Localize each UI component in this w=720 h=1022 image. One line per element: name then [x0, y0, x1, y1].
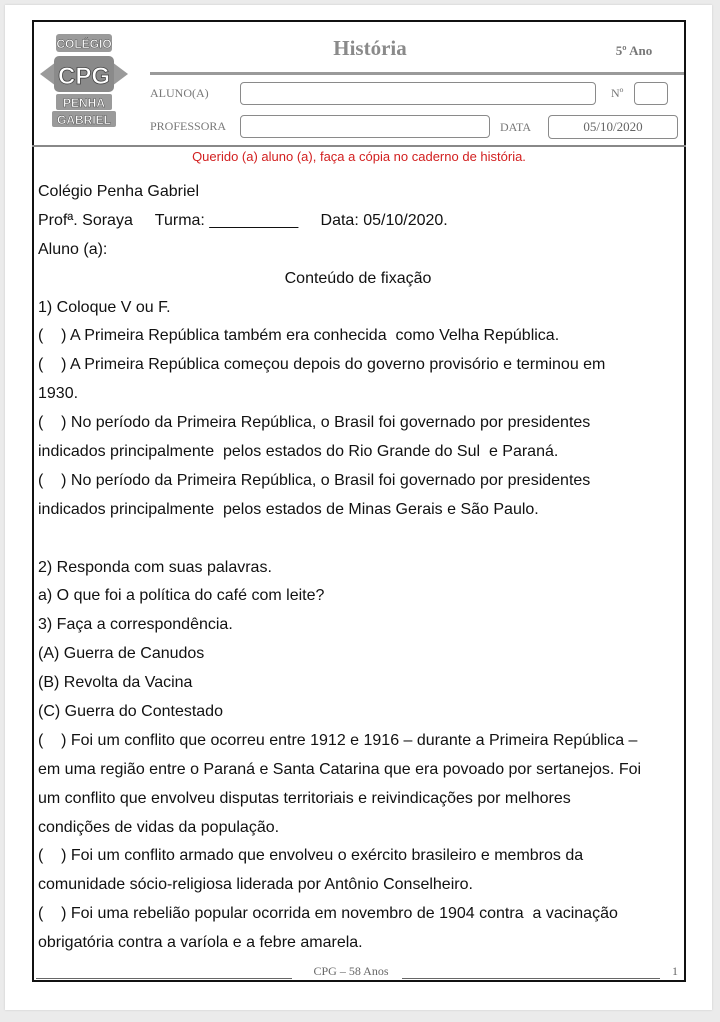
instruction-note: Querido (a) aluno (a), faça a cópia no caderno de história.: [192, 149, 526, 164]
q3-option-b: (B) Revolta da Vacina: [38, 674, 193, 692]
school-name: Colégio Penha Gabriel: [38, 183, 199, 200]
question-2: 2) Responda com suas palavras.: [38, 558, 272, 576]
q1-item-4: ( ) No período da Primeira República, o Brasil foi governado por presidentes: [38, 471, 591, 489]
teacher-class-date: Profª. Soraya Turma: __________ Data: 05/10/2020.: [38, 211, 448, 229]
header-divider: [32, 145, 686, 147]
q1-item-3-cont: indicados principalmente pelos estados do Rio Grande do Sul e Paraná.: [38, 443, 559, 461]
logo-text-2: CPG: [57, 63, 111, 90]
q3-item-2: ( ) Foi um conflito armado que envolveu o exército brasileiro e membros da: [38, 847, 584, 865]
data-field[interactable]: 05/10/2020: [548, 115, 678, 139]
numero-field[interactable]: [634, 82, 668, 105]
q3-option-c: (C) Guerra do Contestado: [38, 703, 223, 721]
q1-item-2-cont: 1930.: [38, 385, 79, 403]
footer-rule-right: [402, 978, 660, 979]
professora-label: PROFESSORA: [150, 119, 227, 133]
aluno-field[interactable]: [240, 82, 596, 105]
logo-text-3: PENHA: [62, 96, 106, 110]
logo-text-1: COLÉGIO: [56, 37, 112, 51]
q3-item-3-cont: obrigatória contra a varíola e a febre amarela.: [38, 934, 363, 952]
q3-option-a: (A) Guerra de Canudos: [38, 645, 205, 663]
professora-field[interactable]: [240, 115, 490, 138]
aluno-label: ALUNO(A): [150, 86, 209, 100]
q1-item-3: ( ) No período da Primeira República, o Brasil foi governado por presidentes: [38, 414, 591, 432]
q3-item-1-cont-3: condições de vidas da população.: [38, 818, 280, 836]
blank-line: [38, 525, 678, 554]
q2-item-a: a) O que foi a política do café com leite?: [38, 587, 325, 605]
student-name-line: Aluno (a):: [38, 240, 108, 258]
question-3: 3) Faça a correspondência.: [38, 616, 233, 634]
section-title: Conteúdo de fixação: [284, 269, 432, 287]
q3-item-1-cont-1: em uma região entre o Paraná e Santa Catarina que era povoado por sertanejos. Foi: [38, 760, 642, 778]
question-1: 1) Coloque V ou F.: [38, 298, 171, 316]
logo-text-4: GABRIEL: [57, 113, 111, 127]
q3-item-2-cont: comunidade sócio-religiosa liderada por Antônio Conselheiro.: [38, 876, 473, 894]
footer-text: CPG – 58 Anos: [313, 964, 389, 978]
q1-item-4-cont: indicados principalmente pelos estados de Minas Gerais e São Paulo.: [38, 500, 539, 518]
data-label: DATA: [500, 120, 532, 134]
subject-title: História: [333, 36, 407, 60]
q3-item-1: ( ) Foi um conflito que ocorreu entre 1912 e 1916 – durante a Primeira República –: [38, 731, 638, 749]
school-logo: [38, 30, 130, 130]
footer-rule-left: [36, 978, 292, 979]
school-year: 5º Ano: [615, 43, 653, 58]
q1-item-1: ( ) A Primeira República também era conhecida como Velha República.: [38, 327, 560, 345]
q3-item-3: ( ) Foi uma rebelião popular ocorrida em novembro de 1904 contra a vacinação: [38, 905, 618, 923]
worksheet-content: [38, 178, 678, 958]
page-number: 1: [672, 964, 678, 978]
numero-label: Nº: [611, 86, 624, 100]
q1-item-2: ( ) A Primeira República começou depois do governo provisório e terminou em: [38, 356, 606, 374]
header-rule: [150, 72, 684, 75]
q3-item-1-cont-2: um conflito que envolveu disputas territoriais e reivindicações por melhores: [38, 789, 571, 807]
